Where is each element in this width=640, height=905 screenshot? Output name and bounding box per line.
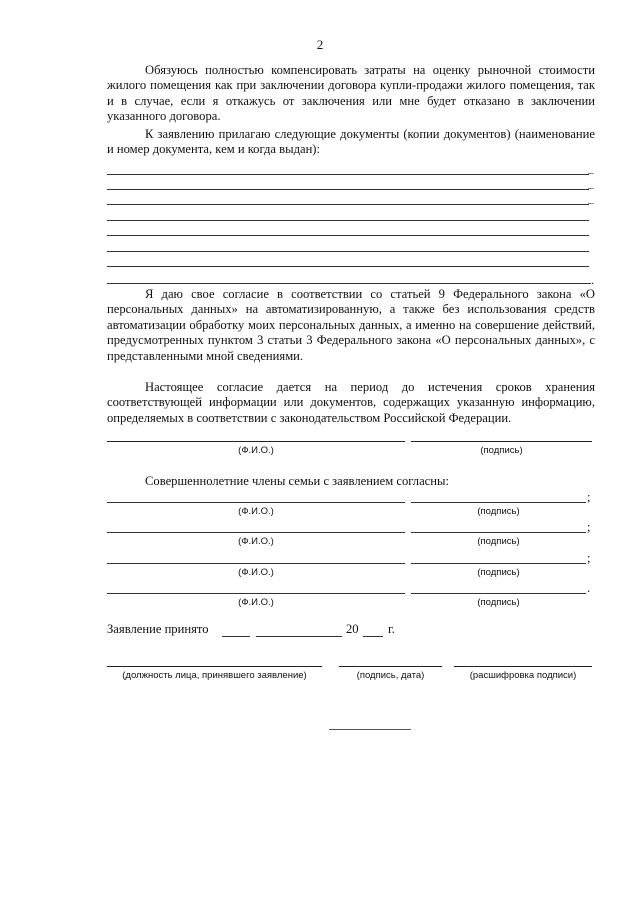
paragraph-period: Настоящее согласие дается на период до истечения сроков хранения соответствующей информации или документов, содержащих указанную информацию, определяемых в соответствии с законодательством Российской Федерации. xyxy=(107,380,595,425)
line-semicolon: ; xyxy=(587,490,591,504)
paragraph-documents: К заявлению прилагаю следующие документы (копии документов) (наименование и номер документа, кем и когда выдан): xyxy=(107,127,595,157)
documents-line xyxy=(107,266,589,267)
signature-caption: (подпись) xyxy=(477,536,520,547)
accepted-year-prefix: 20 xyxy=(346,622,359,636)
signature-date-caption: (подпись, дата) xyxy=(356,670,425,681)
line-dash: – xyxy=(588,182,594,194)
signature-caption: (подпись) xyxy=(477,506,520,517)
documents-line xyxy=(107,235,589,236)
paragraph-compensation: Обязуюсь полностью компенсировать затраты на оценку рыночной стоимости жилого помещения как при заключении договора купли-продажи жилого помещения, так и в случае, если я откажусь от заключения или мне будет отказано в заключении указанного договора. xyxy=(107,63,595,124)
line-semicolon: ; xyxy=(587,520,591,534)
family-fio-line xyxy=(107,502,405,503)
documents-line xyxy=(107,251,589,252)
family-fio-line xyxy=(107,563,405,564)
signature-caption: (подпись) xyxy=(477,597,520,608)
official-position-line xyxy=(107,666,322,667)
family-fio-line xyxy=(107,532,405,533)
family-signature-line xyxy=(411,593,586,594)
accepted-day-line xyxy=(222,636,250,637)
paragraph-consent: Я даю свое согласие в соответствии со статьей 9 Федерального закона «О персональных данных» на автоматизированную, а также без использования средств автоматизации обработку моих персональных данных, а именно на совершение действий, предусмотренных пунктом 3 статьи 3 Федерального закона «О персональных данных», с представленными мной сведениями. xyxy=(107,287,595,363)
line-dash: – xyxy=(588,167,594,179)
line-dash: – xyxy=(588,197,594,209)
accepted-month-line xyxy=(256,636,342,637)
signature-caption: (подпись) xyxy=(480,445,523,456)
documents-line xyxy=(107,220,589,221)
fio-caption: (Ф.И.О.) xyxy=(238,597,274,608)
family-signature-line xyxy=(411,502,586,503)
signature-caption: (подпись) xyxy=(477,567,520,578)
applicant-signature-line xyxy=(411,441,592,442)
fio-caption: (Ф.И.О.) xyxy=(238,536,274,547)
transcript-caption: (расшифровка подписи) xyxy=(469,670,577,681)
line-period: . xyxy=(591,273,594,287)
line-semicolon: ; xyxy=(587,551,591,565)
line-period: . xyxy=(587,581,591,595)
family-signature-line xyxy=(411,532,586,533)
documents-line xyxy=(107,174,589,175)
page-number: 2 xyxy=(316,37,324,52)
accepted-year-line xyxy=(363,636,383,637)
accepted-year-suffix: г. xyxy=(388,622,395,636)
applicant-fio-line xyxy=(107,441,405,442)
accepted-label: Заявление принято xyxy=(107,622,209,636)
fio-caption: (Ф.И.О.) xyxy=(238,567,274,578)
family-consent-label: Совершеннолетние члены семьи с заявлением согласны: xyxy=(145,474,449,488)
family-signature-line xyxy=(411,563,586,564)
fio-caption: (Ф.И.О.) xyxy=(238,506,274,517)
official-signature-line xyxy=(339,666,442,667)
documents-line xyxy=(107,204,589,205)
documents-line xyxy=(107,283,591,284)
position-caption: (должность лица, принявшего заявление) xyxy=(122,670,307,681)
family-fio-line xyxy=(107,593,405,594)
end-separator xyxy=(329,729,411,730)
documents-line xyxy=(107,189,589,190)
official-transcript-line xyxy=(454,666,592,667)
fio-caption: (Ф.И.О.) xyxy=(238,445,274,456)
